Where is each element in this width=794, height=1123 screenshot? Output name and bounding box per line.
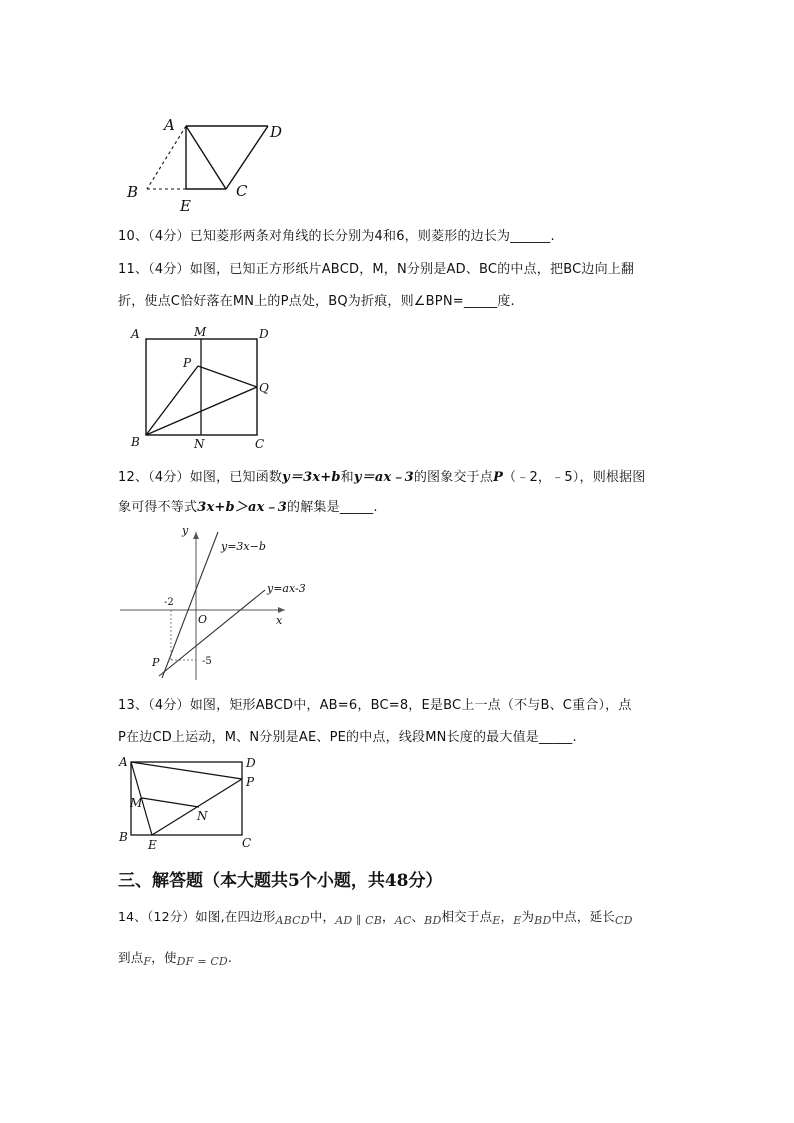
q14-math-ABCD: ABCD <box>275 914 310 927</box>
q11-line2a: 折，使点C恰好落在MN上的P点处，BQ为折痕，则∠BPN= <box>118 294 464 309</box>
tick-x-label: -2 <box>164 597 174 608</box>
q14-text: 相交于点 <box>441 909 493 924</box>
q11-number: 11、（4分） <box>118 262 190 277</box>
q12-f2: y＝ax﹣3 <box>353 470 414 485</box>
q14-text: ， <box>381 909 395 924</box>
question-13-line1 <box>118 698 632 714</box>
q12-point: P <box>493 470 504 485</box>
q12-line2b: 的解集是 <box>287 500 340 515</box>
label-P: P <box>246 775 255 789</box>
label-C: C <box>242 836 252 850</box>
question-14-line1 <box>118 909 633 926</box>
q14-number: 14、（12分） <box>118 909 196 924</box>
q12-line1c: 的图象交于点 <box>413 470 494 485</box>
axis-x-label: x <box>276 614 283 627</box>
question-14-line2 <box>118 950 232 967</box>
line1-label: y=3x−b <box>221 540 266 553</box>
question-11-line1 <box>118 262 634 278</box>
axis-y-label: y <box>182 524 189 537</box>
label-A: A <box>164 116 175 134</box>
label-A: A <box>119 755 128 769</box>
label-E: E <box>148 838 157 852</box>
q11-blank[interactable]: _____ <box>463 294 498 309</box>
origin-label: O <box>198 613 208 626</box>
q12-end: . <box>373 500 378 515</box>
q14-math-BD2: BD <box>534 914 552 927</box>
point-P-label: P <box>152 656 160 669</box>
q14-math-parallel: AD ∥ CB <box>335 914 382 927</box>
question-12-line2 <box>118 500 378 516</box>
q14-math-CD: CD <box>614 914 633 927</box>
tick-y-label: -5 <box>202 656 212 667</box>
question-11-line2 <box>118 294 515 310</box>
q12-f1: y＝3x+b <box>282 470 341 485</box>
q14-math-E: E <box>492 914 501 927</box>
q14-math-E2: E <box>513 914 522 927</box>
figure-rectangle <box>112 752 272 852</box>
label-A: A <box>131 327 140 341</box>
q14-math-BD: BD <box>424 914 442 927</box>
label-B: B <box>131 435 140 449</box>
q14-text: . <box>227 950 233 965</box>
q10-number: 10、（4分） <box>118 229 190 244</box>
q13-line2a: P在边CD上运动，M、N分别是AE、PE的中点，线段MN长度的最大值是 <box>118 730 539 745</box>
q14-text: 、 <box>411 909 425 924</box>
label-N: N <box>194 437 205 451</box>
q14-text: 如图,在四边形 <box>195 909 276 924</box>
q10-text: 已知菱形两条对角线的长分别为4和6，则菱形的边长为 <box>189 229 511 244</box>
q13-blank[interactable]: _____ <box>538 730 573 745</box>
question-10 <box>118 229 555 245</box>
q12-number: 12、（4分） <box>118 470 190 485</box>
q14-math-DF-CD: DF = CD <box>176 955 228 968</box>
label-Q: Q <box>259 381 269 395</box>
q13-end: . <box>572 730 577 745</box>
q14-math-F: F <box>143 955 152 968</box>
q12-line1b: 和 <box>340 470 354 485</box>
label-B: B <box>127 183 139 201</box>
figure-parallelogram <box>120 110 300 215</box>
q14-text: ，使 <box>151 950 177 965</box>
question-13-line2 <box>118 730 577 746</box>
label-M: M <box>130 796 143 810</box>
label-M: M <box>194 325 207 339</box>
q12-ineq: 3x+b＞ax﹣3 <box>197 500 288 515</box>
label-D: D <box>259 327 269 341</box>
line2-label: y=ax-3 <box>267 582 306 595</box>
label-C: C <box>255 437 265 451</box>
question-12-line1 <box>118 470 646 486</box>
label-E: E <box>180 197 191 215</box>
label-P: P <box>183 356 192 370</box>
q13-number: 13、（4分） <box>118 698 190 713</box>
label-B: B <box>119 830 128 844</box>
label-D: D <box>246 756 256 770</box>
label-D: D <box>270 123 283 141</box>
q12-line1a: 如图，已知函数 <box>189 470 283 485</box>
q13-line1: 如图，矩形ABCD中，AB=6，BC=8，E是BC上一点（不与B、C重合），点 <box>189 698 632 713</box>
q14-text: 到点 <box>118 950 144 965</box>
q12-line2a: 象可得不等式 <box>118 500 198 515</box>
q11-line2b: 度. <box>497 294 515 309</box>
figure-square-fold <box>125 322 280 452</box>
figure-linear-graph <box>115 520 330 685</box>
label-N: N <box>197 809 208 823</box>
q10-end: . <box>550 229 555 244</box>
q14-math-AC: AC <box>394 914 412 927</box>
section-3-heading: 三、解答题（本大题共5个小题，共48分） <box>118 871 443 891</box>
q12-blank[interactable]: _____ <box>339 500 374 515</box>
q14-text: 中， <box>309 909 336 924</box>
q10-blank[interactable]: ______ <box>510 229 551 244</box>
label-C: C <box>236 182 248 200</box>
q11-line1: 如图，已知正方形纸片ABCD，M，N分别是AD、BC的中点，把BC边向上翻 <box>189 262 635 277</box>
q14-text: 中点，延长 <box>551 909 615 924</box>
q12-line1d: （﹣2，﹣5），则根据图 <box>503 470 646 485</box>
q14-text: ， <box>500 909 514 924</box>
q14-text: 为 <box>521 909 535 924</box>
